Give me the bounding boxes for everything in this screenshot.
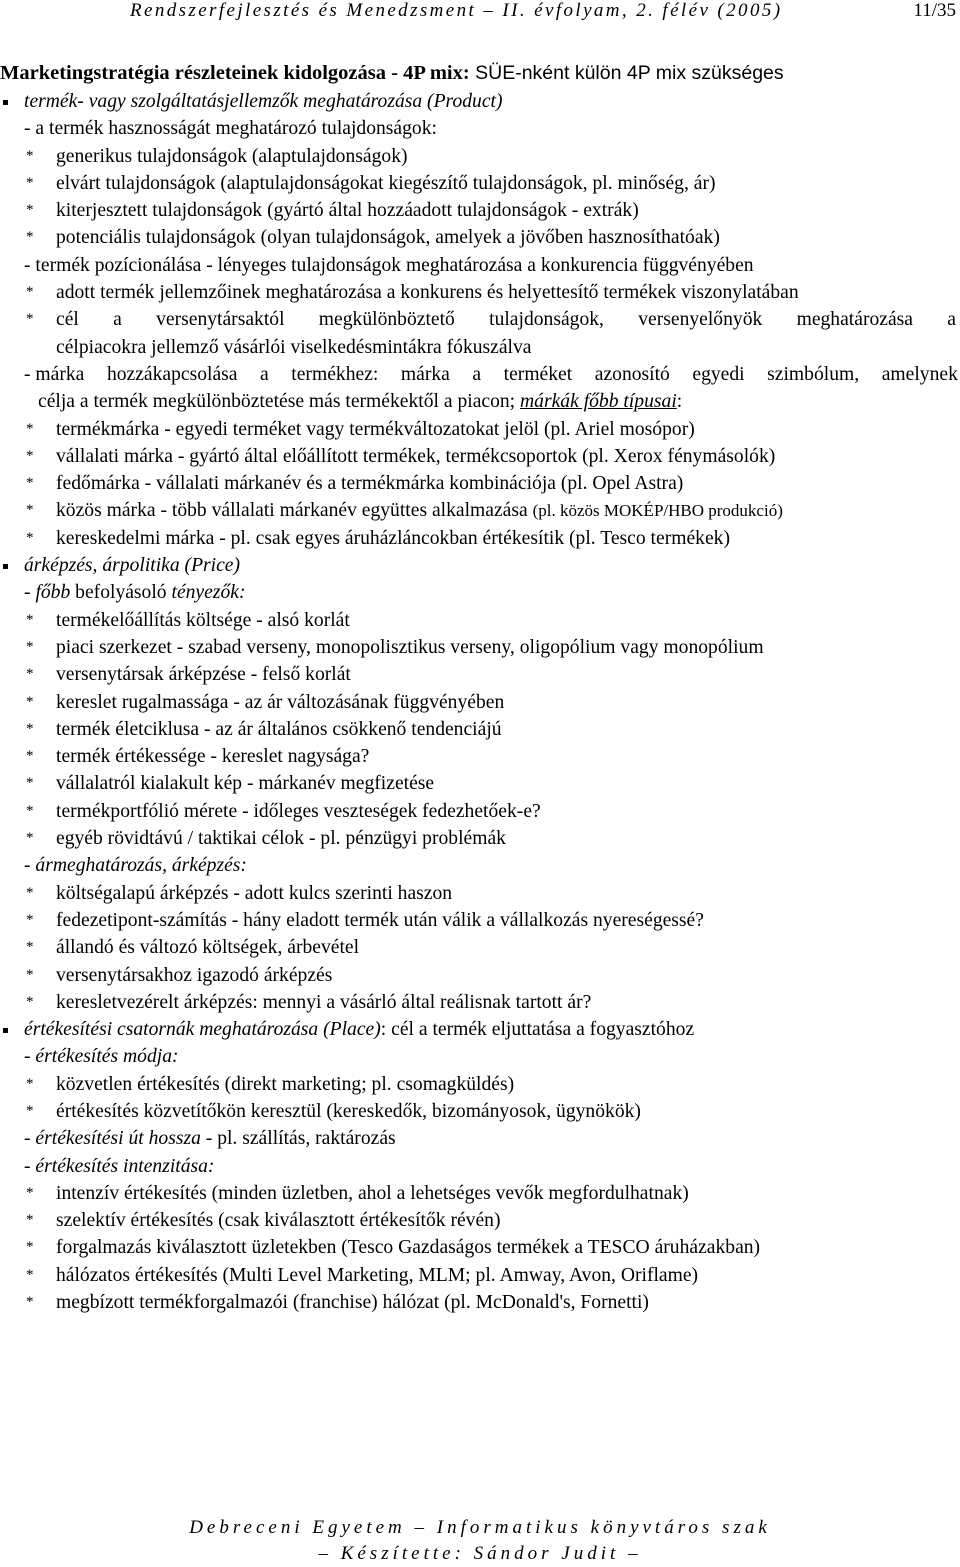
word: a: [947, 309, 956, 331]
asterisk-bullet-icon: *: [26, 502, 34, 519]
price-subsection-1: - főbb befolyásoló tényezők:: [24, 582, 246, 604]
list-item: [0, 743, 960, 770]
list-item: [0, 143, 960, 170]
list-item: [0, 306, 960, 333]
list-item-text: keresletvezérelt árképzés: mennyi a vásárló által reálisnak tartott ár?: [56, 991, 592, 1013]
footer-line-2: – Készítette: Sándor Judit –: [318, 1543, 642, 1564]
list-item: [0, 443, 960, 470]
header-title: Rendszerfejlesztés és Menedzsment – II. évfolyam, 2. félév (2005): [130, 0, 783, 21]
product-subsection-3-continuation: célja a termék megkülönböztetése más termékektől a piacon; márkák főbb típusai:: [38, 391, 683, 413]
list-item-text: termék értékessége - kereslet nagysága?: [56, 746, 370, 768]
square-bullet-icon: [3, 564, 8, 569]
asterisk-bullet-icon: *: [26, 993, 34, 1010]
word: termékhez:: [291, 363, 379, 385]
list-item: [0, 716, 960, 743]
asterisk-bullet-icon: *: [26, 638, 34, 655]
page-number: 11/35: [913, 0, 956, 21]
square-bullet-icon: [3, 100, 8, 105]
list-item-text: kiterjesztett tulajdonságok (gyártó által hozzáadott tulajdonságok - extrák): [56, 200, 639, 222]
asterisk-bullet-icon: *: [26, 284, 34, 301]
list-item: [0, 934, 960, 961]
word: azonosító: [594, 363, 670, 385]
list-item: [0, 170, 960, 197]
asterisk-bullet-icon: *: [26, 1212, 34, 1229]
section-heading: [0, 59, 960, 88]
list-item: [0, 989, 960, 1016]
asterisk-bullet-icon: *: [26, 475, 34, 492]
asterisk-bullet-icon: *: [26, 720, 34, 737]
list-item-text: versenytársak árképzése - felső korlát: [56, 664, 351, 686]
asterisk-bullet-icon: *: [26, 311, 34, 328]
list-item: [0, 1289, 960, 1316]
asterisk-bullet-icon: *: [26, 529, 34, 546]
list-item: [0, 1234, 960, 1261]
list-item: [0, 634, 960, 661]
place-title: értékesítési csatornák meghatározása (Place): cél a termék eljuttatása a fogyasztóhoz: [0, 1016, 960, 1043]
asterisk-bullet-icon: *: [26, 1075, 34, 1092]
asterisk-bullet-icon: *: [26, 830, 34, 847]
word: hozzákapcsolása: [106, 363, 238, 385]
list-item: [0, 880, 960, 907]
list-item-text: vállalati márka - gyártó által előállított termékek, termékcsoportok (pl. Xerox fénymásolók): [56, 445, 776, 467]
list-item: [0, 770, 960, 797]
asterisk-bullet-icon: *: [26, 420, 34, 437]
asterisk-bullet-icon: *: [26, 174, 34, 191]
asterisk-bullet-icon: *: [26, 884, 34, 901]
asterisk-bullet-icon: *: [26, 202, 34, 219]
list-item-text: termékportfólió mérete - időleges veszteségek fedezhetőek-e?: [56, 800, 541, 822]
list-item: [0, 689, 960, 716]
list-item: [0, 1071, 960, 1098]
page-header: [0, 0, 960, 26]
place-subsection-2: - értékesítési út hossza - pl. szállítás, raktározás: [24, 1128, 396, 1150]
list-item: [0, 1098, 960, 1125]
list-item: [0, 661, 960, 688]
asterisk-bullet-icon: *: [26, 147, 34, 164]
list-item: [0, 470, 960, 497]
list-item-text: megbízott termékforgalmazói (franchise) hálózat (pl. McDonald's, Fornetti): [56, 1292, 649, 1314]
document-body: [0, 59, 960, 1316]
word: tulajdonságok,: [489, 309, 604, 331]
list-item-text: generikus tulajdonságok (alaptulajdonságok): [56, 145, 408, 167]
word: cél: [56, 309, 79, 331]
list-item-text: vállalatról kialakult kép - márkanév megfizetése: [56, 773, 435, 795]
justified-line: [24, 361, 958, 388]
asterisk-bullet-icon: *: [26, 1102, 34, 1119]
asterisk-bullet-icon: *: [26, 229, 34, 246]
list-item-text: versenytársakhoz igazodó árképzés: [56, 964, 333, 986]
list-item-text: értékesítés közvetítőkön keresztül (kereskedők, bizományosok, ügynökök): [56, 1100, 641, 1122]
product-subsection-2: - termék pozícionálása - lényeges tulajdonságok meghatározása a konkurencia függvényében: [24, 254, 754, 276]
asterisk-bullet-icon: *: [26, 1239, 34, 1256]
list-item-text: forgalmazás kiválasztott üzletekben (Tesco Gazdaságos termékek a TESCO áruházakban): [56, 1237, 761, 1259]
page-footer: [0, 1515, 960, 1567]
list-item-text: állandó és változó költségek, árbevétel: [56, 937, 360, 959]
word: a: [260, 363, 269, 385]
list-item-text: kereslet rugalmassága - az ár változásának függvényében: [56, 691, 505, 713]
word: versenyelőnyök: [638, 309, 763, 331]
list-item-text: fedőmárka - vállalati márkanév és a termékmárka kombinációja (pl. Opel Astra): [56, 473, 684, 495]
list-item-text: egyéb rövidtávú / taktikai célok - pl. pénzügyi problémák: [56, 828, 506, 850]
list-item-text: piaci szerkezet - szabad verseny, monopolisztikus verseny, oligopólium vagy monopólium: [56, 636, 764, 658]
list-item-text: hálózatos értékesítés (Multi Level Marketing, MLM; pl. Amway, Avon, Oriflame): [56, 1264, 699, 1286]
list-item: * közös márka - több vállalati márkanév együttes alkalmazása (pl. közös MOKÉP/HBO produkció): [0, 497, 960, 524]
list-item-text: intenzív értékesítés (minden üzletben, ahol a lehetséges vevők megfordulhatnak): [56, 1182, 689, 1204]
word: egyedi: [692, 363, 745, 385]
list-item-text: potenciális tulajdonságok (olyan tulajdonságok, amelyek a jövőben hasznosíthatóak): [56, 227, 720, 249]
word: amelynek: [881, 363, 958, 385]
asterisk-bullet-icon: *: [26, 447, 34, 464]
list-item-continuation: célpiacokra jellemző vásárlói viselkedésmintákra fókuszálva: [56, 336, 532, 358]
asterisk-bullet-icon: *: [26, 939, 34, 956]
list-item: * kereskedelmi márka - pl. csak egyes áruházláncokban értékesítik (pl. Tesco termékek): [0, 525, 960, 552]
word: meghatározása: [796, 309, 913, 331]
list-item-text: fedezetipont-számítás - hány eladott termék után válik a vállalkozás nyereségessé?: [56, 909, 704, 931]
list-item: [0, 962, 960, 989]
list-item: [0, 1180, 960, 1207]
list-item-text: termékelőállítás költsége - alsó korlát: [56, 609, 350, 631]
word: versenytársaktól: [156, 309, 285, 331]
list-item: [0, 1262, 960, 1289]
asterisk-bullet-icon: *: [26, 1184, 34, 1201]
product-title: termék- vagy szolgáltatásjellemzők meghatározása (Product): [0, 88, 960, 115]
place-subsection-1: - értékesítés módja:: [24, 1046, 179, 1068]
asterisk-bullet-icon: *: [26, 666, 34, 683]
justified-line: [56, 306, 956, 333]
word: a: [113, 309, 122, 331]
word: megkülönböztető: [318, 309, 455, 331]
list-item-text: termék életciklusa - az ár általános csökkenő tendenciájú: [56, 718, 502, 740]
list-item: [0, 607, 960, 634]
product-subsection-1: - a termék hasznosságát meghatározó tulajdonságok:: [24, 118, 437, 140]
list-item-text: szelektív értékesítés (csak kiválasztott értékesítők révén): [56, 1210, 501, 1232]
list-item: [0, 197, 960, 224]
word: terméket: [503, 363, 573, 385]
heading-bold: Marketingstratégia részleteinek kidolgozása - 4P mix:: [0, 62, 470, 84]
list-item-text: költségalapú árképzés - adott kulcs szerinti haszon: [56, 882, 453, 904]
list-item-text: elvárt tulajdonságok (alaptulajdonságokat kiegészítő tulajdonságok, pl. minőség, ár): [56, 172, 716, 194]
place-subsection-3: - értékesítés intenzitása:: [24, 1155, 215, 1177]
list-item: [0, 224, 960, 251]
asterisk-bullet-icon: *: [26, 966, 34, 983]
brand-types-link: márkák főbb típusai: [520, 391, 677, 413]
asterisk-bullet-icon: *: [26, 1294, 34, 1311]
asterisk-bullet-icon: *: [26, 775, 34, 792]
list-item-text: termékmárka - egyedi terméket vagy termékváltozatokat jelöl (pl. Ariel mosópor): [56, 418, 695, 440]
asterisk-bullet-icon: *: [26, 1266, 34, 1283]
list-item: [0, 907, 960, 934]
square-bullet-icon: [3, 1028, 8, 1033]
price-title: árképzés, árpolitika (Price): [0, 552, 960, 579]
list-item: * adott termék jellemzőinek meghatározása a konkurens és helyettesítő termékek viszonylatában: [0, 279, 960, 306]
word: - márka: [24, 363, 85, 385]
list-item: [0, 1207, 960, 1234]
list-item: [0, 825, 960, 852]
word: szimbólum,: [767, 363, 860, 385]
asterisk-bullet-icon: *: [26, 802, 34, 819]
word: a: [472, 363, 482, 385]
asterisk-bullet-icon: *: [26, 748, 34, 765]
product-subsection-3: [0, 361, 960, 388]
list-item: [0, 416, 960, 443]
asterisk-bullet-icon: *: [26, 911, 34, 928]
list-item: [0, 798, 960, 825]
asterisk-bullet-icon: *: [26, 611, 34, 628]
heading-rest: SÜE-nként külön 4P mix szükséges: [469, 62, 784, 84]
word: márka: [400, 363, 450, 385]
asterisk-bullet-icon: *: [26, 693, 34, 710]
list-item-text: közvetlen értékesítés (direkt marketing; pl. csomagküldés): [56, 1073, 515, 1095]
price-subsection-2: - ármeghatározás, árképzés:: [24, 855, 247, 877]
footer-line-1: Debreceni Egyetem – Informatikus könyvtáros szak: [189, 1517, 771, 1538]
